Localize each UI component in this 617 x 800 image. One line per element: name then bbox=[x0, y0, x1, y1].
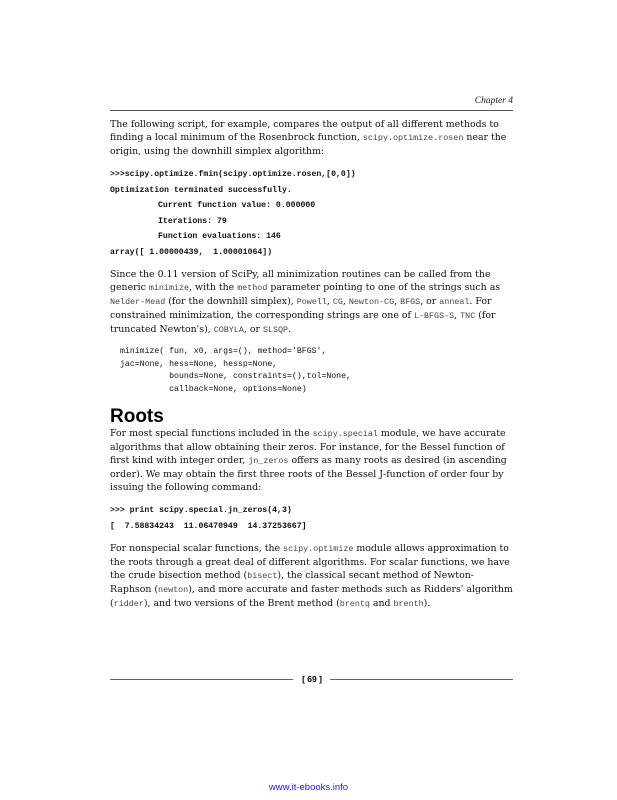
code-line: jac=None, hess=None, hessp=None, bbox=[120, 359, 278, 369]
text-span: (for the downhill simplex), bbox=[165, 296, 297, 307]
inline-code: SLSQP bbox=[262, 325, 289, 335]
inline-code: brentq bbox=[339, 599, 370, 610]
code-block-jn-zeros bbox=[110, 503, 513, 534]
inline-code: scipy.special bbox=[312, 429, 378, 440]
code-line: callback=None, options=None) bbox=[120, 384, 307, 394]
inline-code: bisect bbox=[247, 571, 278, 582]
text-span: near the origin, using the downhill simplex algorithm: bbox=[110, 132, 507, 157]
inline-code: ridder bbox=[113, 599, 144, 610]
text-span: , or bbox=[243, 324, 263, 335]
inline-code: COBYLA bbox=[213, 325, 244, 335]
paragraph-special bbox=[110, 427, 513, 494]
footer-rule-right bbox=[330, 679, 513, 680]
inline-code: scipy.optimize bbox=[283, 544, 354, 555]
text-span: , bbox=[342, 296, 349, 307]
inline-code: Powell bbox=[296, 297, 327, 307]
text-span: Since the 0.11 version of SciPy, all minimization routines can be called from the generic bbox=[110, 269, 491, 293]
inline-code: CG bbox=[332, 297, 343, 307]
text-span: For most special functions included in the bbox=[110, 428, 313, 440]
page-number: [ 69 ] bbox=[302, 674, 322, 684]
inline-code: scipy.optimize.rosen bbox=[362, 133, 464, 143]
code-line: Optimization terminated successfully. bbox=[110, 185, 292, 195]
inline-code: method bbox=[237, 283, 268, 293]
inline-code: BFGS bbox=[400, 297, 421, 307]
text-span: , bbox=[326, 296, 333, 307]
paragraph-nonspecial bbox=[110, 542, 513, 611]
text-span: module, we have accurate algorithms that allow obtaining their zeros. For instance, for the Bessel function of first kind with integer order, bbox=[110, 428, 506, 467]
code-line: [ 7.58834243 11.06470949 14.37253667] bbox=[110, 521, 307, 531]
text-span: The following script, for example, compares the output of all different methods to finding a local minimum of the Rosenbrock function, bbox=[110, 119, 499, 143]
inline-code: Nelder-Mead bbox=[110, 297, 166, 307]
inline-code: minimize bbox=[148, 283, 190, 293]
inline-code: jn_zeros bbox=[248, 456, 289, 467]
inline-code: Newton-CG bbox=[348, 297, 395, 307]
paragraph-minimize bbox=[110, 268, 513, 337]
inline-code: TNC bbox=[460, 311, 476, 321]
page-footer bbox=[110, 672, 513, 686]
text-span: , bbox=[394, 296, 401, 307]
text-span: ), the classical secant method of Newton-Raphson ( bbox=[110, 570, 474, 596]
text-span: , bbox=[454, 310, 461, 321]
page-content bbox=[110, 118, 513, 611]
chapter-header: Chapter 4 bbox=[474, 96, 513, 106]
code-line: bounds=None, constraints=(),tol=None, bbox=[120, 372, 351, 382]
text-span: ), and two versions of the Brent method ( bbox=[143, 598, 340, 610]
code-line: array([ 1.00000439, 1.00001064]) bbox=[110, 247, 273, 257]
text-span: ), and more accurate and faster methods such as Ridders' algorithm ( bbox=[110, 584, 513, 610]
inline-code: brenth bbox=[393, 599, 424, 610]
code-block-minimize bbox=[120, 346, 513, 396]
text-span: offers as many roots as desired (in ascending order). We may obtain the first three roots of the Bessel J-function of order four by issuing the following command: bbox=[110, 455, 507, 494]
paragraph-intro bbox=[110, 118, 513, 158]
text-span: parameter pointing to one of the strings such as bbox=[267, 282, 501, 293]
text-span: (for truncated Newton's), bbox=[110, 310, 496, 335]
code-line: >>> print scipy.special.jn_zeros(4,3) bbox=[110, 506, 292, 516]
code-line: >>>scipy.optimize.fmin(scipy.optimize.rosen,[0,0]) bbox=[110, 170, 356, 179]
text-span: . bbox=[288, 324, 292, 335]
text-span: module allows approximation to the roots through a great deal of different algorithms. For scalar functions, we have the crude bisection method ( bbox=[110, 543, 510, 582]
section-heading: Roots bbox=[110, 406, 164, 428]
text-span: and bbox=[369, 598, 394, 610]
inline-code: anneal bbox=[439, 297, 470, 307]
code-block-fmin bbox=[110, 167, 513, 260]
inline-code: newton bbox=[158, 585, 189, 596]
header-rule bbox=[110, 110, 513, 111]
code-line: minimize( fun, x0, args=(), method='BFGS', bbox=[120, 347, 327, 356]
text-span: , or bbox=[420, 296, 440, 307]
footer-rule-left bbox=[110, 679, 293, 680]
code-line: Function evaluations: 146 bbox=[158, 232, 281, 241]
text-span: ). bbox=[423, 598, 431, 610]
watermark-link[interactable]: www.it-ebooks.info bbox=[268, 782, 349, 793]
code-line: Current function value: 0.000000 bbox=[158, 201, 316, 210]
code-line: Iterations: 79 bbox=[158, 216, 227, 226]
text-span: , with the bbox=[189, 282, 238, 293]
inline-code: L-BFGS-S bbox=[413, 311, 455, 321]
text-span: . For constrained minimization, the corresponding strings are one of bbox=[110, 296, 492, 321]
text-span: For nonspecial scalar functions, the bbox=[110, 543, 284, 555]
